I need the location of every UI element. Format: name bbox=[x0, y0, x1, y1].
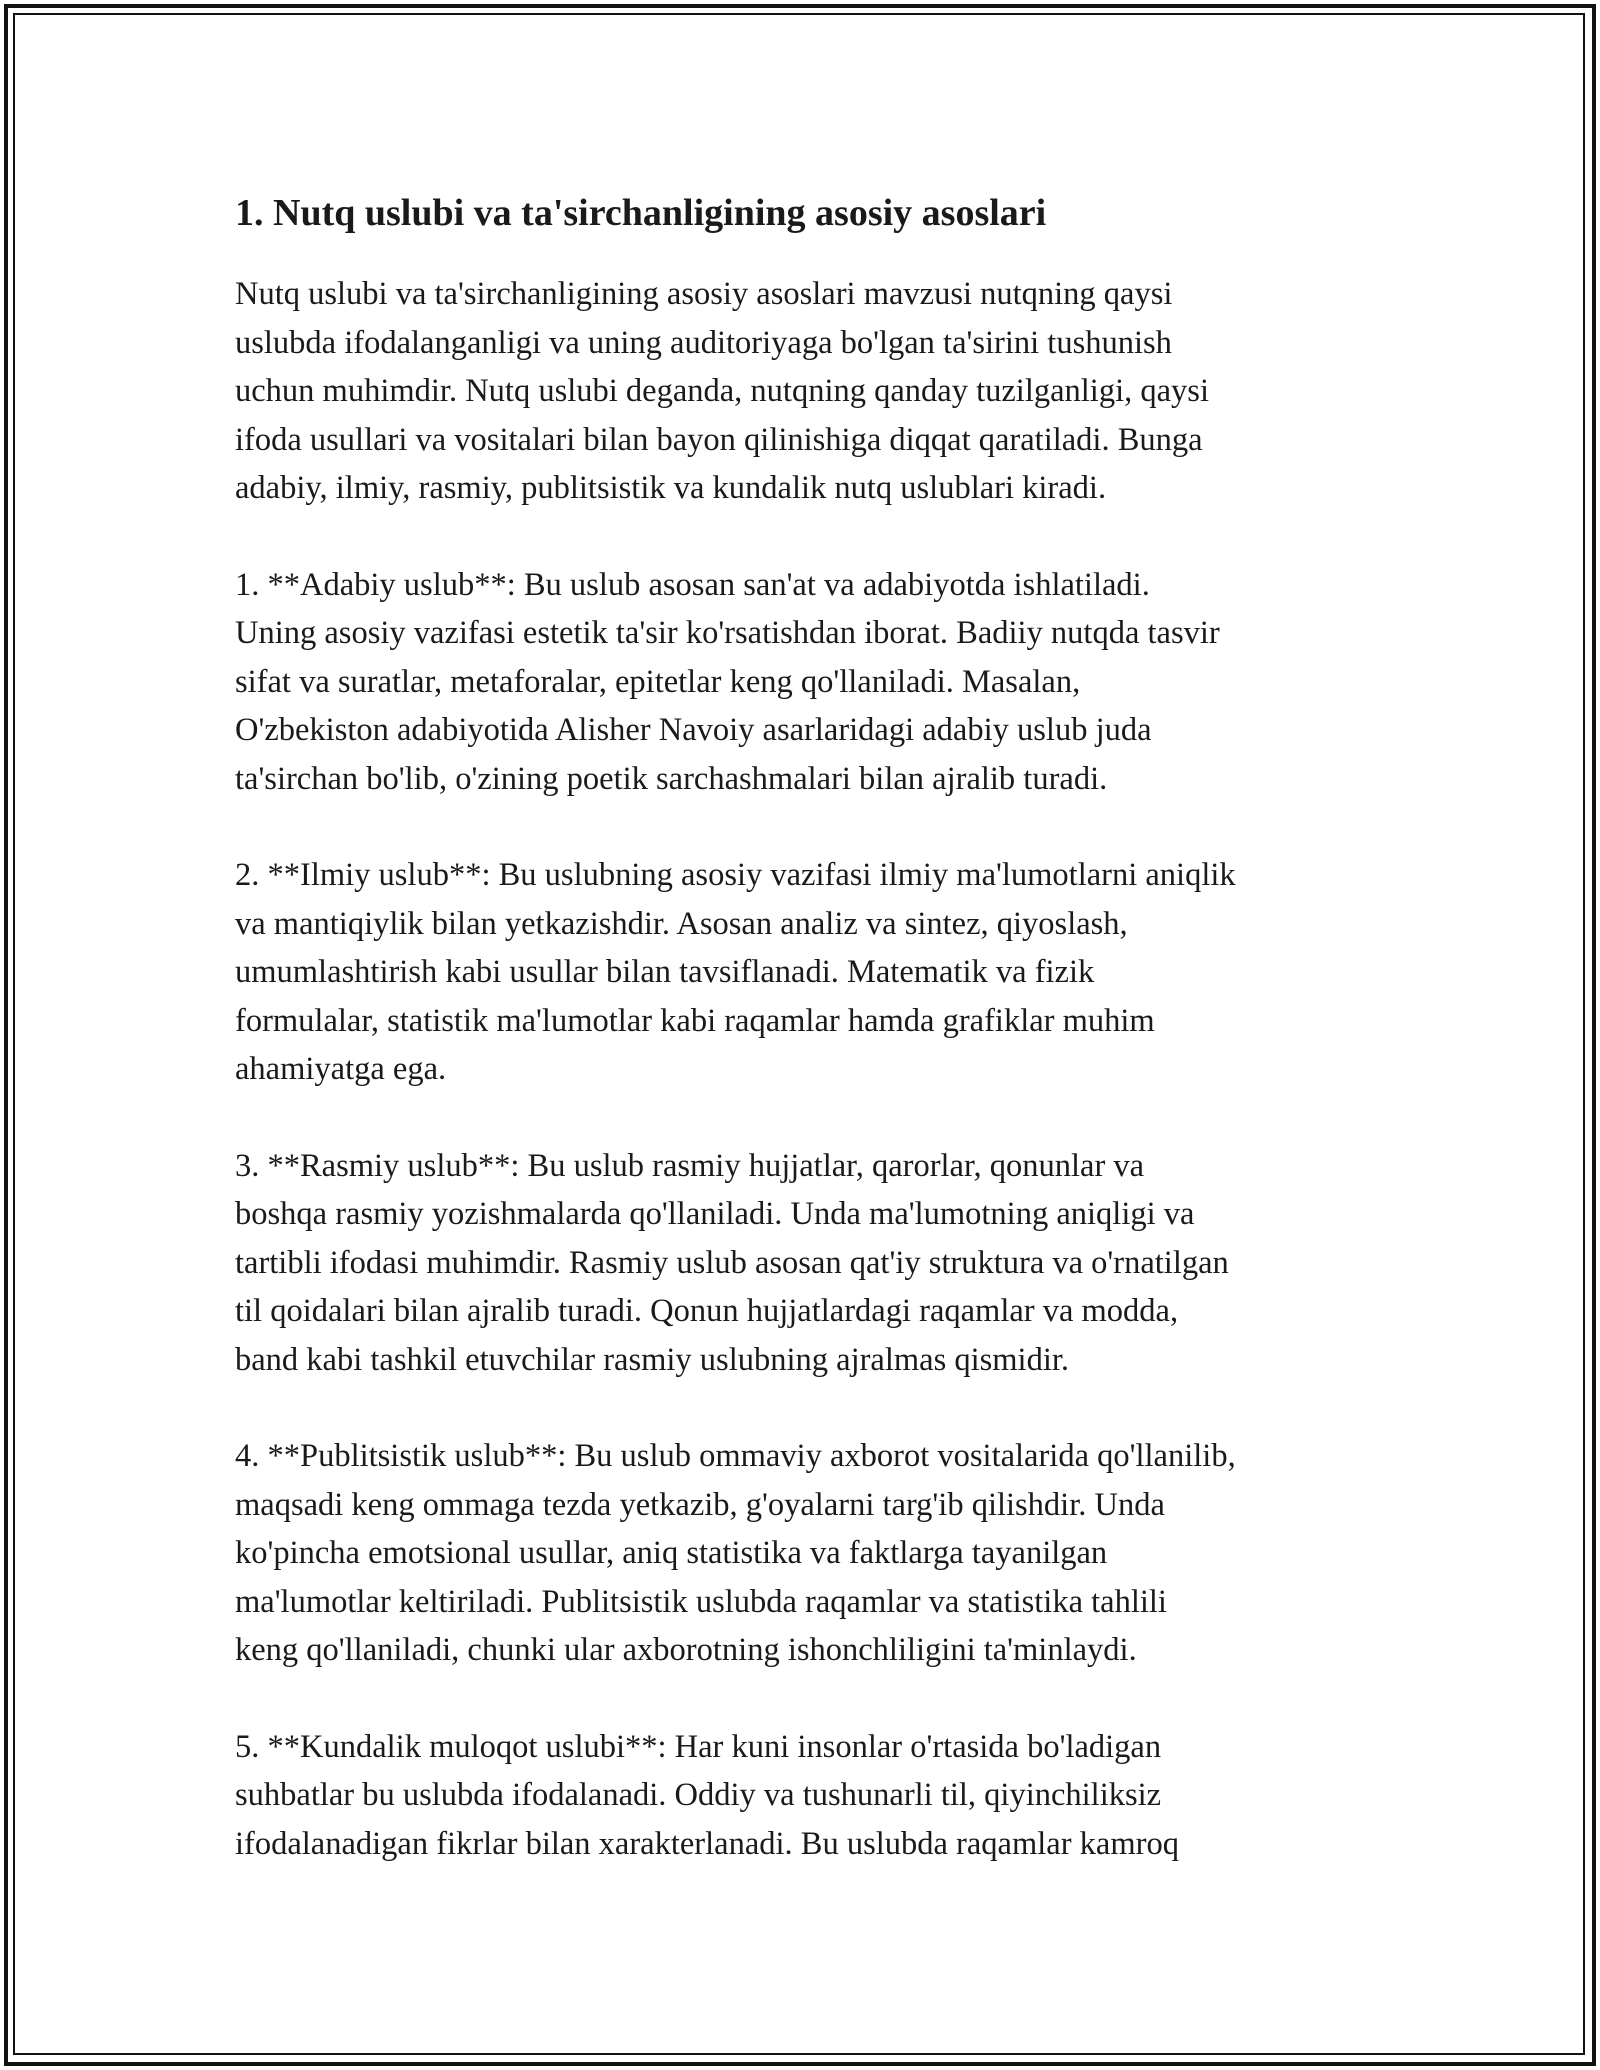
section-heading: 1. Nutq uslubi va ta'sirchanligining asosiy asoslari bbox=[235, 192, 1047, 234]
document-page bbox=[235, 188, 1380, 1868]
ilmiy-uslub-paragraph: 2. **Ilmiy uslub**: Bu uslubning asosiy vazifasi ilmiy ma'lumotlarni aniqlik va mantiqiylik bilan yetkazishdir. Asosan analiz va sintez, qiyoslash, umumlashtirish kabi usullar bilan tavsiflanadi. Matematik va fizik formulalar, statistik ma'lumotlar kabi raqamlar hamda grafiklar muhim ahamiyatga ega. bbox=[235, 857, 1236, 1087]
rasmiy-uslub-paragraph: 3. **Rasmiy uslub**: Bu uslub rasmiy hujjatlar, qarorlar, qonunlar va boshqa rasmiy yozishmalarda qo'llaniladi. Unda ma'lumotning aniqligi va tartibli ifodasi muhimdir. Rasmiy uslub asosan qat'iy struktura va o'rnatilgan til qoidalari bilan ajralib turadi. Qonun hujjatlardagi raqamlar va modda, band kabi tashkil etuvchilar rasmiy uslubning ajralmas qismidir. bbox=[235, 1147, 1229, 1378]
publitsistik-uslub-paragraph: 4. **Publitsistik uslub**: Bu uslub ommaviy axborot vositalarida qo'llanilib, maqsadi keng ommaga tezda yetkazib, g'oyalarni targ'ib qilishdir. Unda ko'pincha emotsional usullar, aniq statistika va faktlarga tayanilgan ma'lumotlar keltiriladi. Publitsistik uslubda raqamlar va statistika tahlili keng qo'llaniladi, chunki ular axborotning ishonchliligini ta'minlaydi. bbox=[235, 1438, 1236, 1668]
intro-paragraph: Nutq uslubi va ta'sirchanligining asosiy asoslari mavzusi nutqning qaysi uslubda ifodalanganligi va uning auditoriyaga bo'lgan ta'sirini tushunish uchun muhimdir. Nutq uslubi deganda, nutqning qanday tuzilganligi, qaysi ifoda usullari va vositalari bilan bayon qilinishiga diqqat qaratiladi. Bunga adabiy, ilmiy, rasmiy, publitsistik va kundalik nutq uslublari kiradi. bbox=[235, 276, 1209, 506]
kundalik-uslub-paragraph: 5. **Kundalik muloqot uslubi**: Har kuni insonlar o'rtasida bo'ladigan suhbatlar bu uslubda ifodalanadi. Oddiy va tushunarli til, qiyinchiliksiz ifodalanadigan fikrlar bilan xarakterlanadi. Bu uslubda raqamlar kamroq bbox=[235, 1728, 1179, 1862]
adabiy-uslub-paragraph: 1. **Adabiy uslub**: Bu uslub asosan san'at va adabiyotda ishlatiladi. Uning asosiy vazifasi estetik ta'sir ko'rsatishdan iborat. Badiiy nutqda tasvir sifat va suratlar, metaforalar, epitetlar keng qo'llaniladi. Masalan, O'zbekiston adabiyotida Alisher Navoiy asarlaridagi adabiy uslub juda ta'sirchan bo'lib, o'zining poetik sarchashmalari bilan ajralib turadi. bbox=[235, 566, 1220, 797]
